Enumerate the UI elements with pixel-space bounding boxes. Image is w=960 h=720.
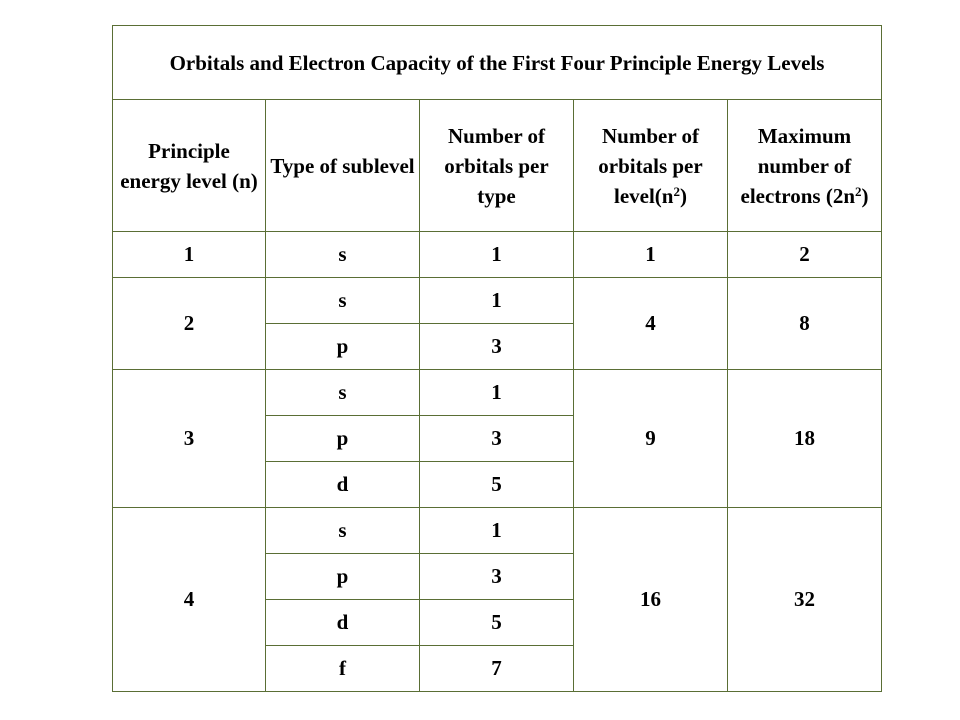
table-row — [113, 508, 882, 554]
orbitals-per-type-cell: 1 — [420, 508, 574, 554]
header-max-electrons-tail: ) — [861, 183, 869, 208]
sublevel-type-cell: p — [266, 324, 420, 370]
orbitals-per-type-cell: 3 — [420, 324, 574, 370]
table-row — [113, 232, 882, 278]
header-orbitals-per-level-text: Number of orbitals per level(n — [598, 123, 703, 208]
orbitals-per-type-cell: 3 — [420, 416, 574, 462]
header-max-electrons-text: Maximum number of electrons (2n — [740, 123, 856, 208]
max-electrons-cell: 8 — [728, 278, 882, 370]
orbitals-per-level-cell: 16 — [574, 508, 728, 692]
orbitals-per-type-cell: 3 — [420, 554, 574, 600]
orbitals-per-type-cell: 5 — [420, 462, 574, 508]
sublevel-type-cell: s — [266, 278, 420, 324]
table-row — [113, 278, 882, 324]
sublevel-type-cell: s — [266, 232, 420, 278]
sublevel-type-cell: d — [266, 462, 420, 508]
energy-level-cell: 4 — [113, 508, 266, 692]
energy-level-cell: 1 — [113, 232, 266, 278]
max-electrons-cell: 18 — [728, 370, 882, 508]
title-row — [113, 26, 882, 100]
header-orbitals-per-level — [574, 100, 728, 232]
max-electrons-cell: 2 — [728, 232, 882, 278]
table-title: Orbitals and Electron Capacity of the First Four Principle Energy Levels — [113, 26, 882, 100]
sublevel-type-cell: p — [266, 554, 420, 600]
orbitals-per-level-cell: 4 — [574, 278, 728, 370]
orbitals-per-type-cell: 1 — [420, 370, 574, 416]
header-row — [113, 100, 882, 232]
max-electrons-cell: 32 — [728, 508, 882, 692]
orbitals-per-type-cell: 7 — [420, 646, 574, 692]
orbitals-per-level-cell: 9 — [574, 370, 728, 508]
orbitals-table — [112, 25, 882, 692]
orbitals-per-type-cell: 1 — [420, 278, 574, 324]
header-max-electrons — [728, 100, 882, 232]
table-row — [113, 370, 882, 416]
energy-level-cell: 2 — [113, 278, 266, 370]
sublevel-type-cell: p — [266, 416, 420, 462]
header-orbitals-per-level-tail: ) — [679, 183, 687, 208]
header-type-of-sublevel: Type of sublevel — [266, 100, 420, 232]
energy-level-cell: 3 — [113, 370, 266, 508]
sublevel-type-cell: s — [266, 370, 420, 416]
sublevel-type-cell: d — [266, 600, 420, 646]
orbitals-per-type-cell: 5 — [420, 600, 574, 646]
header-orbitals-per-type: Number of orbitals per type — [420, 100, 574, 232]
header-principle-energy-level: Principle energy level (n) — [113, 100, 266, 232]
sublevel-type-cell: s — [266, 508, 420, 554]
orbitals-per-level-cell: 1 — [574, 232, 728, 278]
header-max-electrons-sup: 2 — [855, 183, 862, 199]
sublevel-type-cell: f — [266, 646, 420, 692]
header-orbitals-per-level-sup: 2 — [673, 183, 680, 199]
orbitals-per-type-cell: 1 — [420, 232, 574, 278]
